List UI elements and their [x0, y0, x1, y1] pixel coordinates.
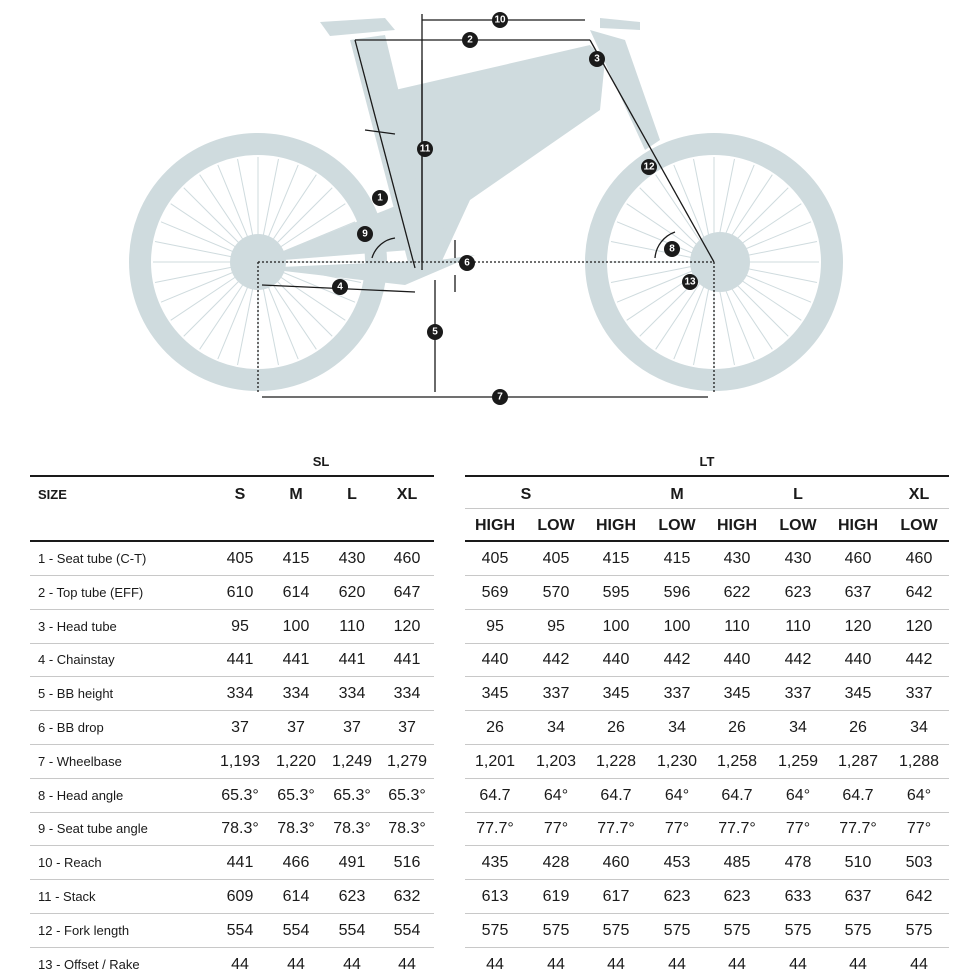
lt-value: 345 — [481, 685, 509, 702]
row-label: 1 - Seat tube (C-T) — [38, 551, 147, 566]
lt-value: 77.7° — [718, 820, 756, 837]
sl-value: 78.3° — [388, 820, 426, 837]
lt-value: 44 — [728, 956, 746, 973]
lt-value: 120 — [844, 618, 872, 635]
sl-value: 334 — [282, 685, 310, 702]
lt-value: 637 — [844, 888, 872, 905]
badge-2 — [462, 32, 478, 48]
row-divider-sl — [30, 710, 434, 711]
badge-number: 13 — [684, 276, 696, 288]
sl-value: 120 — [393, 618, 421, 635]
lt-value: 575 — [784, 922, 812, 939]
lt-value: 617 — [602, 888, 630, 905]
badge-number: 4 — [337, 281, 343, 293]
lt-value: 575 — [542, 922, 570, 939]
spoke — [718, 159, 735, 244]
saddle-shape — [320, 18, 395, 36]
sl-size-XL: XL — [396, 486, 418, 503]
spoke — [265, 165, 298, 245]
sl-value: 610 — [226, 584, 254, 601]
sl-value: 100 — [282, 618, 310, 635]
spoke — [674, 276, 707, 359]
badge-number: 1 — [377, 192, 383, 204]
lt-value: 337 — [784, 685, 812, 702]
sl-value: 1,249 — [331, 753, 373, 770]
sl-size-S: S — [234, 486, 246, 503]
row-divider-sl — [30, 845, 434, 846]
spoke — [238, 159, 255, 244]
sl-value: 441 — [226, 854, 254, 871]
handlebar-shape — [600, 18, 640, 30]
lt-value: 1,258 — [716, 753, 758, 770]
sl-size-M: M — [289, 486, 303, 503]
lt-size-M: M — [670, 486, 684, 503]
sl-value: 65.3° — [221, 787, 259, 804]
sl-value: 554 — [338, 922, 366, 939]
sl-value: 466 — [282, 854, 310, 871]
sl-value: 609 — [226, 888, 254, 905]
row-divider-lt — [465, 710, 949, 711]
lt-sub-low: LOW — [658, 517, 696, 534]
lt-value: 26 — [607, 719, 625, 736]
sl-value: 620 — [338, 584, 366, 601]
row-label: 10 - Reach — [38, 855, 102, 870]
lt-size-S: S — [520, 486, 532, 503]
lt-value: 405 — [542, 550, 570, 567]
lt-value: 64° — [785, 787, 811, 804]
lt-value: 460 — [905, 550, 933, 567]
lt-value: 430 — [723, 550, 751, 567]
sl-value: 647 — [393, 584, 421, 601]
sl-value: 491 — [338, 854, 366, 871]
sl-value: 1,193 — [219, 753, 261, 770]
sl-value: 554 — [226, 922, 254, 939]
lt-value: 1,287 — [837, 753, 879, 770]
lt-value: 633 — [784, 888, 812, 905]
sl-value: 37 — [343, 719, 361, 736]
row-label: 2 - Top tube (EFF) — [38, 585, 144, 600]
lt-value: 77.7° — [476, 820, 514, 837]
lt-value: 77.7° — [839, 820, 877, 837]
row-label: 5 - BB height — [38, 686, 114, 701]
sl-value: 65.3° — [388, 787, 426, 804]
lt-value: 64.7 — [842, 787, 874, 804]
badge-9 — [357, 226, 373, 242]
lt-value: 345 — [723, 685, 751, 702]
lt-value: 64.7 — [479, 787, 511, 804]
sl-value: 460 — [393, 550, 421, 567]
badge-number: 9 — [362, 228, 368, 240]
row-label: 3 - Head tube — [38, 619, 117, 634]
sl-value: 405 — [226, 550, 254, 567]
lt-value: 575 — [844, 922, 872, 939]
badge-number: 7 — [497, 391, 503, 403]
lt-value: 415 — [602, 550, 630, 567]
lt-value: 442 — [663, 651, 691, 668]
badge-3 — [589, 51, 605, 67]
sl-value: 44 — [231, 956, 249, 973]
lt-sub-low: LOW — [779, 517, 817, 534]
lt-value: 415 — [663, 550, 691, 567]
lt-value: 77° — [543, 820, 569, 837]
row-divider-lt — [465, 947, 949, 948]
lt-sub-low: LOW — [537, 517, 575, 534]
sl-value: 1,220 — [275, 753, 317, 770]
lt-value: 1,230 — [656, 753, 698, 770]
badge-number: 8 — [669, 243, 675, 255]
sl-value: 441 — [338, 651, 366, 668]
row-divider-sl — [30, 812, 434, 813]
badge-5 — [427, 324, 443, 340]
row-divider-lt — [465, 575, 949, 576]
spoke — [265, 279, 298, 359]
lt-value: 337 — [905, 685, 933, 702]
size-header: SIZE — [38, 487, 67, 502]
lt-value: 430 — [784, 550, 812, 567]
row-divider-sl — [30, 778, 434, 779]
spoke — [218, 165, 251, 245]
sl-value: 65.3° — [333, 787, 371, 804]
lt-value: 34 — [547, 719, 565, 736]
lt-sub-high: HIGH — [838, 517, 878, 534]
badge-1 — [372, 190, 388, 206]
row-divider-sl — [30, 879, 434, 880]
lt-value: 453 — [663, 854, 691, 871]
badge-6 — [459, 255, 475, 271]
lt-value: 64.7 — [600, 787, 632, 804]
row-divider-sl — [30, 575, 434, 576]
row-divider-sl — [30, 913, 434, 914]
sl-value: 78.3° — [333, 820, 371, 837]
row-divider-sl — [30, 676, 434, 677]
lt-value: 44 — [849, 956, 867, 973]
sl-value: 614 — [282, 888, 310, 905]
lt-value: 460 — [602, 854, 630, 871]
sl-value: 37 — [231, 719, 249, 736]
row-label: 8 - Head angle — [38, 788, 124, 803]
spoke — [674, 165, 707, 245]
lt-value: 575 — [905, 922, 933, 939]
spoke — [694, 159, 711, 244]
lt-value: 440 — [723, 651, 751, 668]
lt-top-rule — [465, 475, 949, 477]
lt-value: 622 — [723, 584, 751, 601]
badge-4 — [332, 279, 348, 295]
lt-size-L: L — [793, 486, 803, 503]
badge-number: 5 — [432, 326, 438, 338]
row-divider-lt — [465, 609, 949, 610]
lt-value: 64.7 — [721, 787, 753, 804]
spoke — [611, 242, 696, 259]
lt-value: 110 — [724, 618, 750, 635]
row-label: 6 - BB drop — [38, 720, 104, 735]
lt-value: 442 — [784, 651, 812, 668]
sl-value: 632 — [393, 888, 421, 905]
spoke — [718, 280, 735, 365]
lt-value: 77° — [664, 820, 690, 837]
lt-value: 95 — [547, 618, 565, 635]
row-divider-sl — [30, 947, 434, 948]
badge-number: 10 — [494, 14, 506, 26]
lt-value: 77° — [906, 820, 932, 837]
lt-value: 34 — [789, 719, 807, 736]
spoke — [262, 159, 279, 244]
lt-title: LT — [699, 454, 715, 469]
lt-value: 44 — [607, 956, 625, 973]
sl-value: 441 — [226, 651, 254, 668]
lt-value: 623 — [784, 584, 812, 601]
lt-value: 435 — [481, 854, 509, 871]
lt-value: 637 — [844, 584, 872, 601]
sl-value: 623 — [338, 888, 366, 905]
lt-value: 1,228 — [595, 753, 637, 770]
row-label: 11 - Stack — [38, 889, 96, 904]
spoke — [161, 269, 241, 302]
sl-value: 614 — [282, 584, 310, 601]
lt-sub-high: HIGH — [596, 517, 636, 534]
sl-value: 78.3° — [221, 820, 259, 837]
lt-value: 623 — [723, 888, 751, 905]
lt-value: 95 — [486, 618, 504, 635]
sl-value: 415 — [282, 550, 310, 567]
row-divider-lt — [465, 845, 949, 846]
lt-value: 442 — [905, 651, 933, 668]
lt-value: 575 — [723, 922, 751, 939]
spoke — [155, 242, 240, 259]
row-divider-sl — [30, 744, 434, 745]
sl-value: 1,279 — [386, 753, 428, 770]
lt-value: 460 — [844, 550, 872, 567]
spoke — [155, 266, 240, 283]
sl-value: 95 — [231, 618, 249, 635]
sl-value: 78.3° — [277, 820, 315, 837]
sl-value: 44 — [398, 956, 416, 973]
lt-value: 44 — [910, 956, 928, 973]
lt-value: 485 — [723, 854, 751, 871]
lt-value: 337 — [542, 685, 570, 702]
lt-value: 345 — [602, 685, 630, 702]
lt-value: 428 — [542, 854, 570, 871]
badge-number: 3 — [594, 53, 600, 65]
lt-value: 337 — [663, 685, 691, 702]
lt-value: 575 — [602, 922, 630, 939]
lt-value: 100 — [602, 618, 630, 635]
sl-top-rule — [30, 475, 434, 477]
row-label: 13 - Offset / Rake — [38, 957, 140, 972]
row-label: 12 - Fork length — [38, 923, 130, 938]
lt-value: 642 — [905, 888, 933, 905]
badge-number: 11 — [419, 143, 431, 155]
lt-value: 503 — [905, 854, 933, 871]
row-divider-sl — [30, 609, 434, 610]
lt-value: 44 — [668, 956, 686, 973]
sl-value: 334 — [226, 685, 254, 702]
lt-value: 100 — [663, 618, 691, 635]
sl-value: 110 — [339, 618, 365, 635]
lt-value: 619 — [542, 888, 570, 905]
row-divider-lt — [465, 778, 949, 779]
lt-value: 345 — [844, 685, 872, 702]
lt-value: 44 — [789, 956, 807, 973]
badge-7 — [492, 389, 508, 405]
sl-value: 37 — [398, 719, 416, 736]
lt-value: 64° — [906, 787, 932, 804]
badge-number: 6 — [464, 257, 470, 269]
lt-value: 120 — [905, 618, 933, 635]
lt-subheader-rule — [465, 508, 949, 509]
row-divider-sl — [30, 643, 434, 644]
lt-value: 77.7° — [597, 820, 635, 837]
badge-11 — [417, 141, 433, 157]
sl-value: 441 — [393, 651, 421, 668]
sl-value: 65.3° — [277, 787, 315, 804]
sl-value: 441 — [282, 651, 310, 668]
lt-value: 44 — [486, 956, 504, 973]
lt-value: 623 — [663, 888, 691, 905]
lt-value: 26 — [486, 719, 504, 736]
lt-value: 613 — [481, 888, 509, 905]
badge-number: 2 — [467, 34, 473, 46]
lt-sub-low: LOW — [900, 517, 938, 534]
lt-value: 575 — [663, 922, 691, 939]
sl-size-L: L — [347, 486, 357, 503]
row-label: 4 - Chainstay — [38, 652, 115, 667]
lt-value: 1,201 — [474, 753, 516, 770]
lt-sub-high: HIGH — [717, 517, 757, 534]
badge-12 — [641, 159, 657, 175]
row-label: 7 - Wheelbase — [38, 754, 122, 769]
row-label: 9 - Seat tube angle — [38, 821, 148, 836]
lt-value: 510 — [844, 854, 872, 871]
lt-header-rule — [465, 540, 949, 542]
badge-13 — [682, 274, 698, 290]
spoke — [262, 280, 279, 365]
row-divider-lt — [465, 676, 949, 677]
lt-sub-high: HIGH — [475, 517, 515, 534]
lt-value: 595 — [602, 584, 630, 601]
spoke — [161, 222, 241, 255]
sl-title: SL — [312, 454, 330, 469]
row-divider-lt — [465, 744, 949, 745]
spoke — [218, 279, 251, 359]
lt-value: 642 — [905, 584, 933, 601]
lt-value: 440 — [844, 651, 872, 668]
lt-value: 440 — [481, 651, 509, 668]
sl-value: 430 — [338, 550, 366, 567]
sl-value: 334 — [393, 685, 421, 702]
badge-8 — [664, 241, 680, 257]
lt-value: 77° — [785, 820, 811, 837]
lt-value: 569 — [481, 584, 509, 601]
lt-size-XL: XL — [908, 486, 930, 503]
lt-value: 34 — [668, 719, 686, 736]
sl-header-rule — [30, 540, 434, 542]
lt-value: 1,288 — [898, 753, 940, 770]
sl-value: 44 — [287, 956, 305, 973]
lt-value: 442 — [542, 651, 570, 668]
row-divider-lt — [465, 879, 949, 880]
sl-value: 44 — [343, 956, 361, 973]
row-divider-lt — [465, 812, 949, 813]
row-divider-lt — [465, 913, 949, 914]
lt-value: 596 — [663, 584, 691, 601]
lt-value: 575 — [481, 922, 509, 939]
lt-value: 64° — [543, 787, 569, 804]
lt-value: 478 — [784, 854, 812, 871]
spoke — [694, 280, 711, 365]
lt-value: 1,259 — [777, 753, 819, 770]
lt-value: 110 — [785, 618, 811, 635]
spoke — [238, 280, 255, 365]
sl-value: 554 — [282, 922, 310, 939]
sl-value: 516 — [393, 854, 421, 871]
sl-value: 37 — [287, 719, 305, 736]
lt-value: 1,203 — [535, 753, 577, 770]
lt-value: 405 — [481, 550, 509, 567]
row-divider-lt — [465, 643, 949, 644]
lt-value: 34 — [910, 719, 928, 736]
lt-value: 440 — [602, 651, 630, 668]
lt-value: 570 — [542, 584, 570, 601]
bike-geometry-diagram — [0, 0, 980, 420]
lt-value: 26 — [728, 719, 746, 736]
lt-value: 44 — [547, 956, 565, 973]
sl-value: 554 — [393, 922, 421, 939]
lt-value: 64° — [664, 787, 690, 804]
lt-value: 26 — [849, 719, 867, 736]
badge-number: 12 — [643, 161, 655, 173]
badge-10 — [492, 12, 508, 28]
sl-value: 334 — [338, 685, 366, 702]
